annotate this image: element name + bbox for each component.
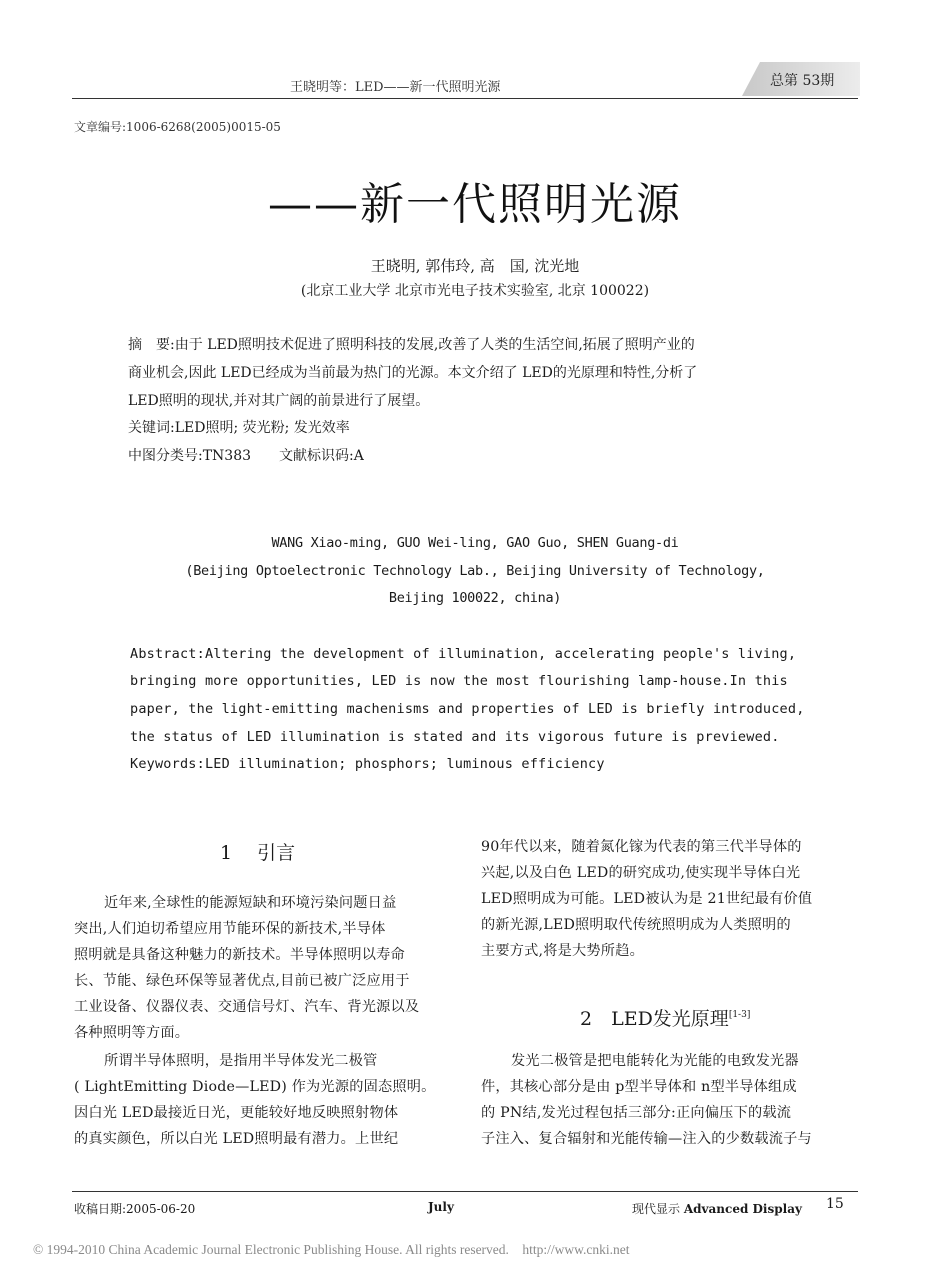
affiliation: (北京工业大学 北京市光电子技术实验室, 北京 100022) [300,283,650,299]
copyright-notice: © 1994-2010 China Academic Journal Electronic Publishing House. All rights reserved. http://www.cnki.net [33,1242,630,1257]
body-line: 长、节能、绿色环保等显著优点,目前已被广泛应用于 [74,973,410,989]
body-line: 照明就是具备这种魅力的新技术。半导体照明以寿命 [74,947,405,963]
body-line: 的新光源,LED照明取代传统照明成为人类照明的 [481,917,791,933]
page-number: 15 [826,1196,844,1212]
cn-classification: 中图分类号:TN383 文献标识码:A [128,448,364,464]
citation-ref: [1-3] [728,1010,751,1020]
journal-name-en: Advanced Display [683,1202,802,1216]
en-abstract-line: paper, the light-emitting machenisms and properties of LED is briefly introduced, [130,701,805,717]
cn-abstract-line: 商业机会,因此 LED已经成为当前最为热门的光源。本文介绍了 LED的光原理和特性,分析了 [128,365,698,381]
cn-abstract-line: LED照明的现状,并对其广阔的前景进行了展望。 [128,393,430,409]
cn-abstract-line: 摘 要:由于 LED照明技术促进了照明科技的发展,改善了人类的生活空间,拓展了照明产业的 [128,337,695,353]
journal-name [632,1200,802,1217]
cn-keywords: 关键词:LED照明; 荧光粉; 发光效率 [128,420,350,436]
received-date: 收稿日期:2005-06-20 [74,1202,196,1216]
body-line: 工业设备、仪器仪表、交通信号灯、汽车、背光源以及 [74,999,420,1015]
body-line: 的 PN结,发光过程包括三部分:正向偏压下的载流 [481,1105,792,1121]
page-title: ——新一代照明光源 [268,179,682,230]
en-affiliation: Beijing 100022, china) [388,590,562,606]
en-authors: WANG Xiao-ming, GUO Wei-ling, GAO Guo, SHEN Guang-di [271,535,679,551]
footer-rule [72,1191,858,1192]
body-line: 的真实颜色，所以白光 LED照明最有潜力。上世纪 [74,1131,399,1147]
body-line: 因白光 LED最接近日光，更能较好地反映照射物体 [74,1105,399,1121]
body-line: 主要方式,将是大势所趋。 [481,943,644,959]
issue-month: July [428,1200,454,1214]
section-heading: 1 引言 [220,842,296,864]
body-line: 近年来,全球性的能源短缺和环境污染问题日益 [104,895,397,911]
body-line: ( LightEmitting Diode—LED) 作为光源的固态照明。 [74,1079,436,1095]
body-line: 子注入、复合辐射和光能传输—注入的少数载流子与 [481,1131,812,1147]
en-affiliation: (Beijing Optoelectronic Technology Lab., Beijing University of Technology, [185,563,765,579]
en-keywords: Keywords:LED illumination; phosphors; luminous efficiency [130,756,605,772]
article-id: 文章编号:1006-6268(2005)0015-05 [74,120,281,134]
header-rule [72,98,858,99]
body-line: 兴起,以及白色 LED的研究成功,使实现半导体白光 [481,865,801,881]
body-line: LED照明成为可能。LED被认为是 21世纪最有价值 [481,891,813,907]
body-line: 件，其核心部分是由 p型半导体和 n型半导体组成 [481,1079,797,1095]
issue-label: 总第 53期 [770,73,835,89]
en-abstract-line: the status of LED illumination is stated and its vigorous future is previewed. [130,729,780,745]
body-line: 发光二极管是把电能转化为光能的电致发光器 [511,1053,799,1069]
section-heading-text: 2 LED发光原理 [580,1008,729,1030]
body-line: 各种照明等方面。 [74,1025,190,1041]
authors: 王晓明, 郭伟玲, 高 国, 沈光地 [370,257,580,275]
en-abstract-line: bringing more opportunities, LED is now the most flourishing lamp-house.In this [130,673,788,689]
body-line: 突出,人们迫切希望应用节能环保的新技术,半导体 [74,921,386,937]
en-abstract-line: Abstract:Altering the development of illumination, accelerating people's living, [130,646,797,662]
body-line: 90年代以来，随着氮化镓为代表的第三代半导体的 [481,839,802,855]
section-heading [580,1004,750,1031]
running-title: 王晓明等：LED——新一代照明光源 [290,80,501,95]
body-line: 所谓半导体照明，是指用半导体发光二极管 [104,1053,378,1069]
journal-name-cn: 现代显示 [632,1202,681,1216]
